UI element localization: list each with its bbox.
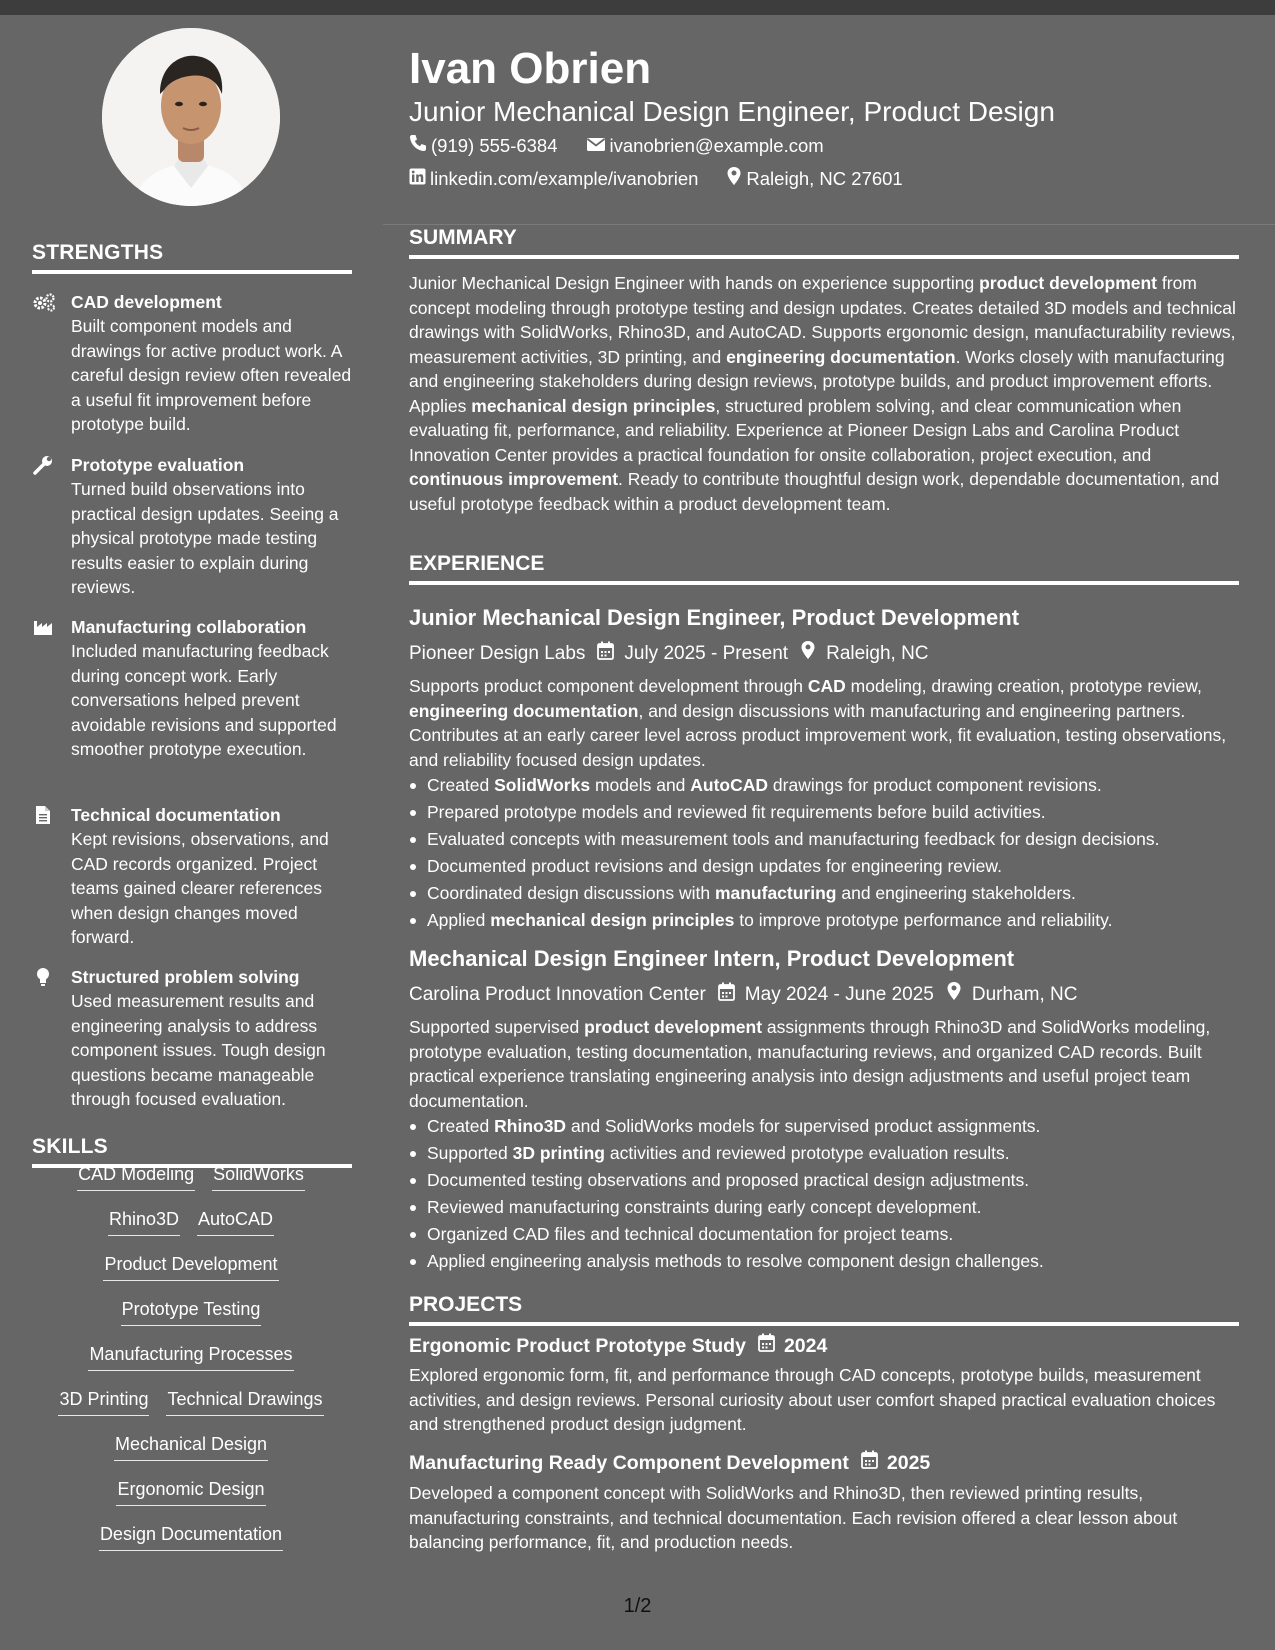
strengths-heading: STRENGTHS <box>32 241 352 274</box>
list-item: Organized CAD files and technical documentation for project teams. <box>409 1221 1239 1248</box>
skill-row <box>40 1478 342 1523</box>
strength-name: Structured problem solving <box>71 967 300 987</box>
phone-icon <box>409 134 431 158</box>
project-year: 2025 <box>886 1452 931 1474</box>
strength-description: Kept revisions, observations, and CAD records organized. Project teams gained clearer references when design changes moved forward. <box>71 829 329 947</box>
calendar-icon <box>597 641 624 668</box>
list-item: Created SolidWorks models and AutoCAD drawings for product component revisions. <box>409 772 1239 799</box>
skill-tag: Mechanical Design <box>114 1433 268 1461</box>
project-title: Manufacturing Ready Component Development 2025 <box>409 1452 931 1474</box>
job-dates: July 2025 - Present <box>597 641 788 668</box>
job-bullets <box>409 772 1239 934</box>
strength-item <box>32 803 352 953</box>
strength-name: Prototype evaluation <box>71 455 245 475</box>
strength-item <box>32 615 352 785</box>
wrench-icon <box>32 455 54 475</box>
strength-description: Turned build observations into practical design updates. Seeing a physical prototype made testing results easier to explain during reviews. <box>71 479 339 597</box>
strength-item <box>32 453 352 603</box>
list-item: Documented product revisions and design updates for engineering review. <box>409 853 1239 880</box>
skill-tag: Prototype Testing <box>121 1298 262 1326</box>
list-item: Prepared prototype models and reviewed fit requirements before build activities. <box>409 799 1239 826</box>
location-contact <box>726 166 902 192</box>
lightbulb-icon <box>32 967 54 987</box>
strength-name: Manufacturing collaboration <box>71 617 307 637</box>
map-pin-icon <box>946 981 972 1009</box>
calendar-icon <box>746 1333 784 1359</box>
job-role: Mechanical Design Engineer Intern, Product Development <box>409 946 1015 971</box>
location-text: Raleigh, NC 27601 <box>746 168 903 189</box>
list-item: Applied mechanical design principles to improve prototype performance and reliability. <box>409 907 1239 934</box>
email-text[interactable]: ivanobrien@example.com <box>609 135 824 156</box>
skill-row <box>40 1298 342 1343</box>
phone-text: (919) 555-6384 <box>431 135 558 156</box>
summary-text: Junior Mechanical Design Engineer with hands on experience supporting product development from concept modeling through prototype testing and design updates. Creates detailed 3D models and technical drawings with SolidWorks, Rhino3D, and AutoCAD. Supports ergonomic design, manufacturability reviews, measurement activities, 3D printing, and engineering documentation. Works closely with manufacturing and engineering stakeholders during design reviews, prototype builds, and product improvement efforts. Applies mechanical design principles, structured problem solving, and clear communication when evaluating fit, performance, and reliability. Experience at Pioneer Design Labs and Carolina Product Innovation Center provides a practical foundation for onsite collaboration, project execution, and continuous improvement. Ready to contribute thoughtful design work, dependable documentation, and useful prototype feedback within a product development team. <box>409 273 1236 514</box>
strength-name: Technical documentation <box>71 805 281 825</box>
job-bullets <box>409 1113 1239 1275</box>
skill-row <box>40 1343 342 1388</box>
skill-tag: SolidWorks <box>212 1163 305 1191</box>
skill-row <box>40 1163 342 1208</box>
project-title: Ergonomic Product Prototype Study 2024 <box>409 1335 828 1357</box>
list-item: Coordinated design discussions with manufacturing and engineering stakeholders. <box>409 880 1239 907</box>
job-role: Junior Mechanical Design Engineer, Product Development <box>409 605 1020 630</box>
experience-heading: EXPERIENCE <box>409 552 1239 585</box>
list-item: Supported 3D printing activities and reviewed prototype evaluation results. <box>409 1140 1239 1167</box>
summary-heading: SUMMARY <box>409 226 1239 259</box>
skill-row <box>40 1253 342 1298</box>
skill-tag: Manufacturing Processes <box>88 1343 293 1371</box>
skill-tag: Rhino3D <box>108 1208 180 1236</box>
calendar-icon <box>849 1450 887 1476</box>
linkedin-text[interactable]: linkedin.com/example/ivanobrien <box>430 168 699 189</box>
industry-icon <box>32 617 54 637</box>
strength-name: CAD development <box>71 292 222 312</box>
skill-tag: Product Development <box>103 1253 278 1281</box>
strength-description: Included manufacturing feedback during concept work. Early conversations helped prevent avoidable revisions and supported smoother prototype execution. <box>71 641 337 759</box>
email-contact[interactable] <box>586 134 824 158</box>
strength-description: Built component models and drawings for active product work. A careful design review often revealed a useful fit improvement before prototype build. <box>71 316 352 434</box>
skill-row <box>40 1388 342 1433</box>
project-year: 2024 <box>783 1335 828 1357</box>
skill-tag: AutoCAD <box>197 1208 274 1236</box>
contact-row <box>409 134 852 158</box>
projects-heading: PROJECTS <box>409 1293 1239 1326</box>
strength-item <box>32 965 352 1115</box>
skill-row <box>40 1523 342 1568</box>
job-meta <box>409 640 941 668</box>
gears-icon <box>32 292 54 312</box>
job-description: Supported supervised product development assignments through Rhino3D and SolidWorks modeling, prototype evaluation, testing documentation, manufacturing reviews, and organized CAD records. Built practical experience translating engineering analysis into design adjustments and useful project team documentation. <box>409 1017 1211 1111</box>
linkedin-contact[interactable] <box>409 167 698 191</box>
list-item: Reviewed manufacturing constraints during early concept development. <box>409 1194 1239 1221</box>
skill-row <box>40 1433 342 1478</box>
phone-contact <box>409 134 558 158</box>
list-item: Evaluated concepts with measurement tools and manufacturing feedback for design decisions. <box>409 826 1239 853</box>
profile-photo <box>102 28 280 206</box>
job-description: Supports product component development through CAD modeling, drawing creation, prototype review, engineering documentation, and design discussions with manufacturing and engineering partners. Contributes at an early career level across product improvement work, fit evaluation, testing observations, and reliability focused design updates. <box>409 676 1227 770</box>
map-pin-icon <box>800 640 826 668</box>
contact-row <box>409 166 931 192</box>
strength-description: Used measurement results and engineering analysis to address component issues. Tough design questions became manageable through focused evaluation. <box>71 991 326 1109</box>
candidate-title: Junior Mechanical Design Engineer, Product Design <box>409 96 1055 127</box>
skill-tag: Technical Drawings <box>166 1388 323 1416</box>
header-divider <box>383 224 1275 225</box>
job-dates: May 2024 - June 2025 <box>718 982 934 1009</box>
list-item: Created Rhino3D and SolidWorks models for supervised product assignments. <box>409 1113 1239 1140</box>
job-company: Pioneer Design Labs <box>409 643 586 664</box>
job-location: Raleigh, NC <box>800 640 928 668</box>
job-location: Durham, NC <box>946 981 1078 1009</box>
skills-heading: SKILLS <box>32 1135 352 1168</box>
document-icon <box>32 805 54 825</box>
job-meta <box>409 981 1089 1009</box>
envelope-icon <box>586 134 610 158</box>
skill-tag: Design Documentation <box>99 1523 283 1551</box>
skill-row <box>40 1208 342 1253</box>
candidate-name: Ivan Obrien <box>409 44 652 93</box>
top-bar <box>0 0 1275 15</box>
map-pin-icon <box>726 166 746 192</box>
skill-tag: CAD Modeling <box>77 1163 195 1191</box>
project-description: Explored ergonomic form, fit, and performance through CAD concepts, prototype builds, measurement activities, and design reviews. Personal curiosity about user comfort shaped practical evaluation choices and strengthened product design judgment. <box>409 1365 1216 1434</box>
list-item: Documented testing observations and proposed practical design adjustments. <box>409 1167 1239 1194</box>
skills-list <box>40 1163 342 1568</box>
page-number: 1/2 <box>623 1595 652 1617</box>
job-company: Carolina Product Innovation Center <box>409 984 706 1005</box>
skill-tag: 3D Printing <box>58 1388 149 1416</box>
linkedin-icon <box>409 167 430 191</box>
calendar-icon <box>718 982 745 1009</box>
strength-item <box>32 290 352 440</box>
skill-tag: Ergonomic Design <box>116 1478 265 1506</box>
project-description: Developed a component concept with SolidWorks and Rhino3D, then reviewed printing results, manufacturing constraints, and technical documentation. Each revision offered a clear lesson about balancing performance, fit, and production needs. <box>409 1483 1178 1552</box>
list-item: Applied engineering analysis methods to resolve component design challenges. <box>409 1248 1239 1275</box>
